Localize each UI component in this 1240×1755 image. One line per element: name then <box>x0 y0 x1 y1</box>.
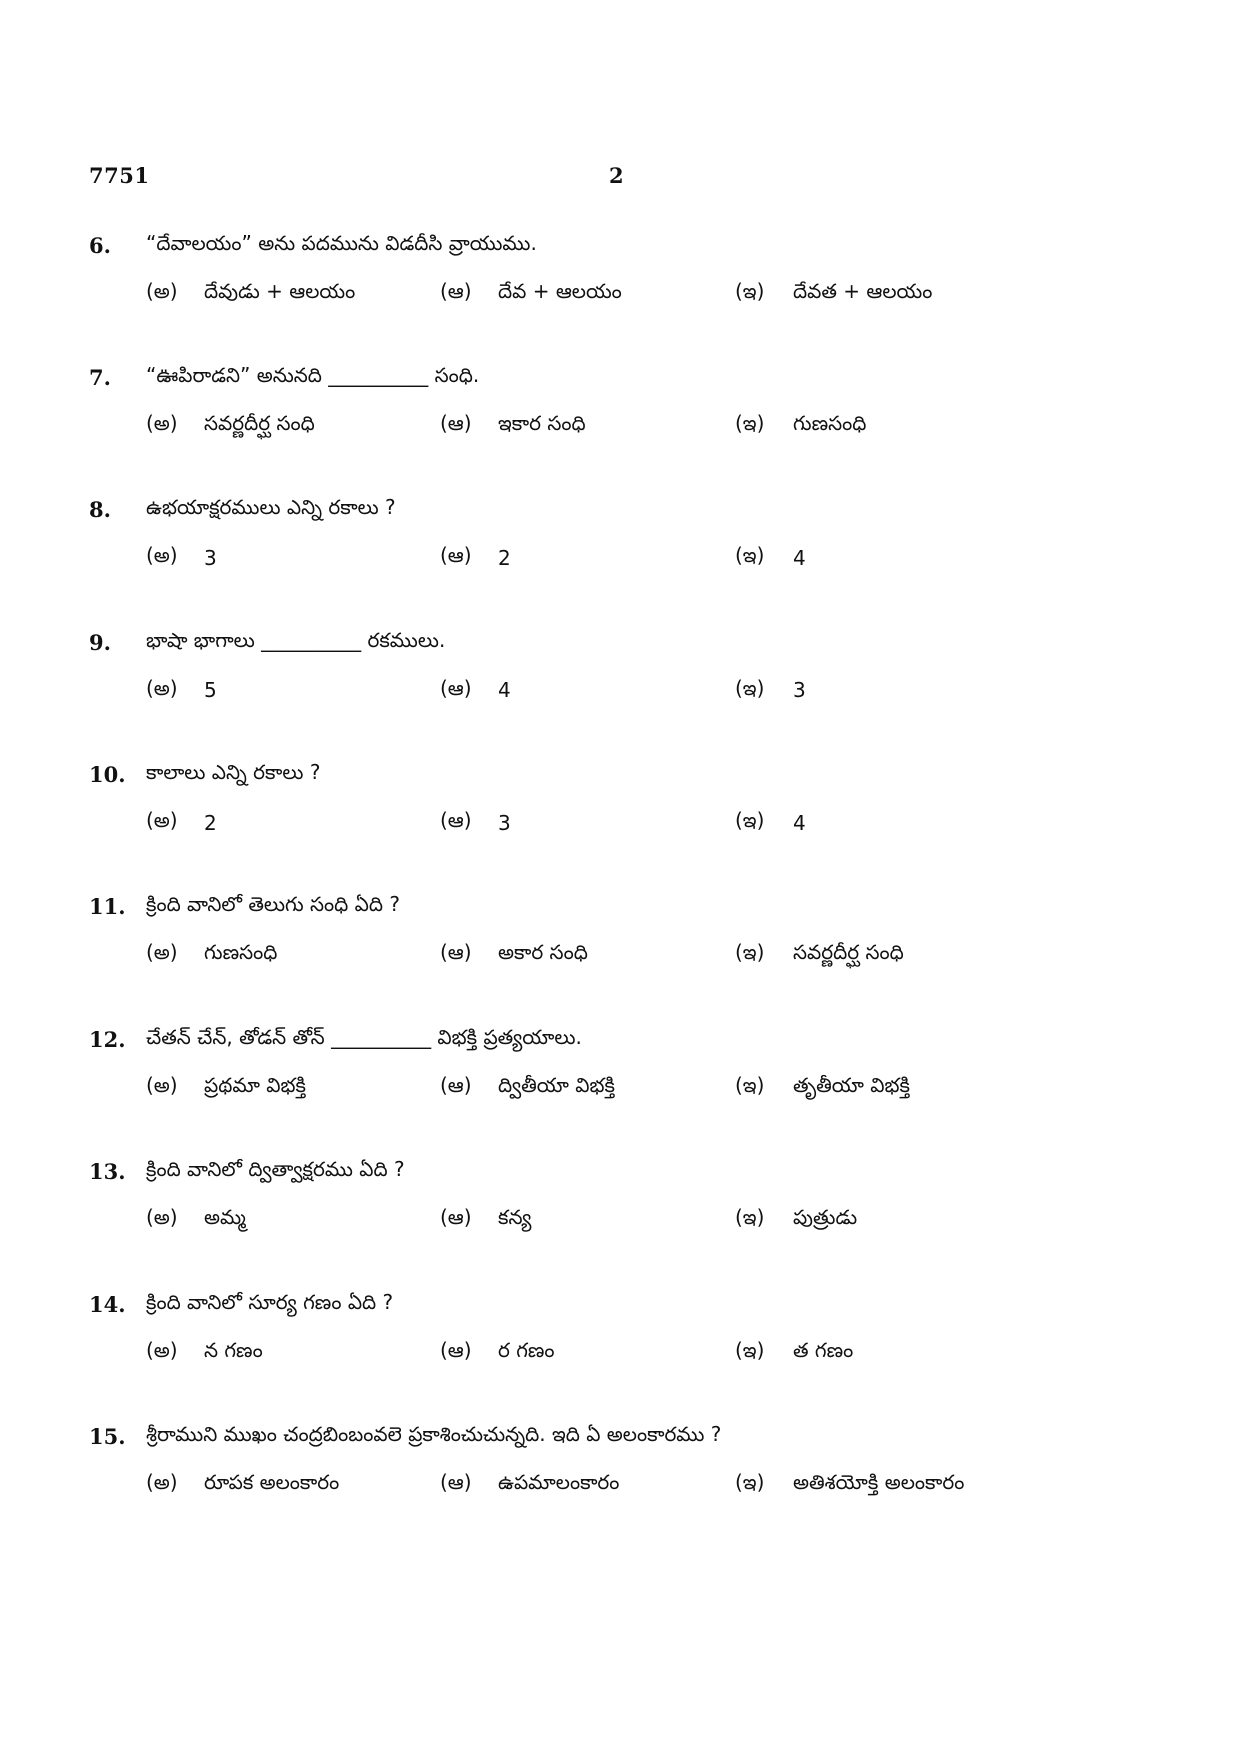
option-b <box>440 673 511 707</box>
option-text: న గణం <box>204 1337 263 1362</box>
option-c <box>735 1203 857 1237</box>
option-a <box>146 1468 339 1502</box>
option-b <box>440 1203 531 1237</box>
option-a <box>146 1335 263 1369</box>
question-number: 14. <box>89 1291 126 1317</box>
question-text: క్రింది వానిలో సూర్య గణం ఏది ? <box>146 1289 394 1314</box>
option-label: (అ) <box>146 1470 178 1495</box>
option-b <box>440 938 588 972</box>
question-list <box>89 228 1151 1552</box>
question-number: 9. <box>89 629 111 655</box>
option-text: ఇకార సంధి <box>498 410 586 435</box>
option-text: 4 <box>793 545 806 570</box>
question-text: చేతన్ చేన్, తోడన్ తోన్ __________ విభక్తి ప్రత్యయాలు. <box>146 1024 582 1049</box>
question-7 <box>89 360 1151 492</box>
question-text: “ఊపిరాడని” అనునది __________ సంధి. <box>146 362 480 387</box>
option-label: (అ) <box>146 1337 178 1362</box>
option-label: (ఆ) <box>440 675 472 700</box>
option-text: సవర్ణదీర్ఘ సంధి <box>793 940 904 965</box>
option-text: కన్య <box>498 1205 532 1230</box>
option-text: 4 <box>793 810 806 835</box>
option-a <box>146 1070 306 1104</box>
option-label: (ఇ) <box>735 543 765 568</box>
option-label: (అ) <box>146 1205 178 1230</box>
option-label: (ఆ) <box>440 410 472 435</box>
option-c <box>735 806 806 840</box>
question-number: 12. <box>89 1026 126 1052</box>
option-label: (ఆ) <box>440 940 472 965</box>
option-b <box>440 276 622 310</box>
question-11 <box>89 890 1151 1022</box>
option-label: (ఆ) <box>440 543 472 568</box>
page-header <box>89 163 1151 195</box>
option-label: (ఆ) <box>440 808 472 833</box>
option-label: (అ) <box>146 1072 178 1097</box>
question-9 <box>89 625 1151 757</box>
option-text: 2 <box>204 810 217 835</box>
option-label: (ఇ) <box>735 410 765 435</box>
question-12 <box>89 1022 1151 1154</box>
option-text: గుణసంధి <box>793 410 867 435</box>
option-c <box>735 541 806 575</box>
option-c <box>735 673 806 707</box>
option-label: (ఇ) <box>735 1337 765 1362</box>
option-label: (అ) <box>146 675 178 700</box>
question-number: 7. <box>89 364 111 390</box>
option-text: 3 <box>498 810 511 835</box>
option-text: అమ్మ <box>204 1205 246 1230</box>
option-a <box>146 276 355 310</box>
option-label: (ఆ) <box>440 1072 472 1097</box>
question-text: కాలాలు ఎన్ని రకాలు ? <box>146 760 321 785</box>
option-c <box>735 1070 910 1104</box>
option-text: రూపక అలంకారం <box>204 1470 340 1495</box>
option-text: ప్రథమా విభక్తి <box>204 1072 306 1097</box>
question-14 <box>89 1287 1151 1419</box>
option-text: దేవుడు + ఆలయం <box>204 278 356 303</box>
option-label: (అ) <box>146 410 178 435</box>
option-a <box>146 673 217 707</box>
option-text: పుత్రుడు <box>793 1205 858 1230</box>
question-number: 10. <box>89 762 126 788</box>
option-a <box>146 408 315 442</box>
question-number: 15. <box>89 1424 126 1450</box>
question-8 <box>89 493 1151 625</box>
option-b <box>440 1335 555 1369</box>
paper-code: 7751 <box>89 163 150 188</box>
option-b <box>440 408 586 442</box>
option-text: 2 <box>498 545 511 570</box>
question-number: 11. <box>89 894 126 920</box>
option-b <box>440 806 511 840</box>
option-text: దేవ + ఆలయం <box>498 278 622 303</box>
option-text: 4 <box>498 678 511 703</box>
question-15 <box>89 1420 1151 1552</box>
option-text: అతిశయోక్తి అలంకారం <box>793 1470 965 1495</box>
option-text: గుణసంధి <box>204 940 278 965</box>
option-text: తృతీయా విభక్తి <box>793 1072 910 1097</box>
option-label: (ఆ) <box>440 278 472 303</box>
option-label: (అ) <box>146 940 178 965</box>
option-text: అకార సంధి <box>498 940 588 965</box>
option-text: ఉపమాలంకారం <box>498 1470 620 1495</box>
option-label: (ఆ) <box>440 1470 472 1495</box>
option-label: (ఇ) <box>735 940 765 965</box>
option-label: (ఆ) <box>440 1205 472 1230</box>
option-text: 3 <box>793 678 806 703</box>
option-label: (అ) <box>146 278 178 303</box>
option-text: త గణం <box>793 1337 854 1362</box>
option-label: (అ) <box>146 808 178 833</box>
option-label: (ఇ) <box>735 1205 765 1230</box>
question-10 <box>89 758 1151 890</box>
option-text: 3 <box>204 545 217 570</box>
option-a <box>146 806 217 840</box>
option-text: దేవత + ఆలయం <box>793 278 933 303</box>
option-c <box>735 1335 853 1369</box>
question-text: క్రింది వానిలో తెలుగు సంధి ఏది ? <box>146 892 400 917</box>
question-text: “దేవాలయం” అను పదమును విడదీసి వ్రాయుము. <box>146 230 537 255</box>
question-number: 8. <box>89 497 111 523</box>
question-text: శ్రీరాముని ముఖం చంద్రబింబంవలె ప్రకాశించుచున్నది. ఇది ఏ అలంకారము ? <box>146 1422 722 1447</box>
option-a <box>146 541 217 575</box>
option-label: (అ) <box>146 543 178 568</box>
question-text: భాషా భాగాలు __________ రకములు. <box>146 627 446 652</box>
option-a <box>146 1203 246 1237</box>
option-c <box>735 938 904 972</box>
option-label: (ఇ) <box>735 808 765 833</box>
option-text: ద్వితీయా విభక్తి <box>498 1072 615 1097</box>
option-text: 5 <box>204 678 217 703</box>
page-number: 2 <box>609 163 624 188</box>
option-c <box>735 1468 964 1502</box>
question-number: 13. <box>89 1159 126 1185</box>
option-b <box>440 1070 615 1104</box>
question-text: ఉభయాక్షరములు ఎన్ని రకాలు ? <box>146 495 396 520</box>
option-text: సవర్ణదీర్ఘ సంధి <box>204 410 315 435</box>
option-a <box>146 938 277 972</box>
question-13 <box>89 1155 1151 1287</box>
question-6 <box>89 228 1151 360</box>
option-c <box>735 408 866 442</box>
option-b <box>440 1468 619 1502</box>
option-label: (ఇ) <box>735 1072 765 1097</box>
option-label: (ఆ) <box>440 1337 472 1362</box>
option-label: (ఇ) <box>735 1470 765 1495</box>
option-b <box>440 541 511 575</box>
question-text: క్రింది వానిలో ద్విత్వాక్షరము ఏది ? <box>146 1157 405 1182</box>
option-text: ర గణం <box>498 1337 555 1362</box>
option-c <box>735 276 932 310</box>
option-label: (ఇ) <box>735 675 765 700</box>
question-number: 6. <box>89 232 111 258</box>
option-label: (ఇ) <box>735 278 765 303</box>
